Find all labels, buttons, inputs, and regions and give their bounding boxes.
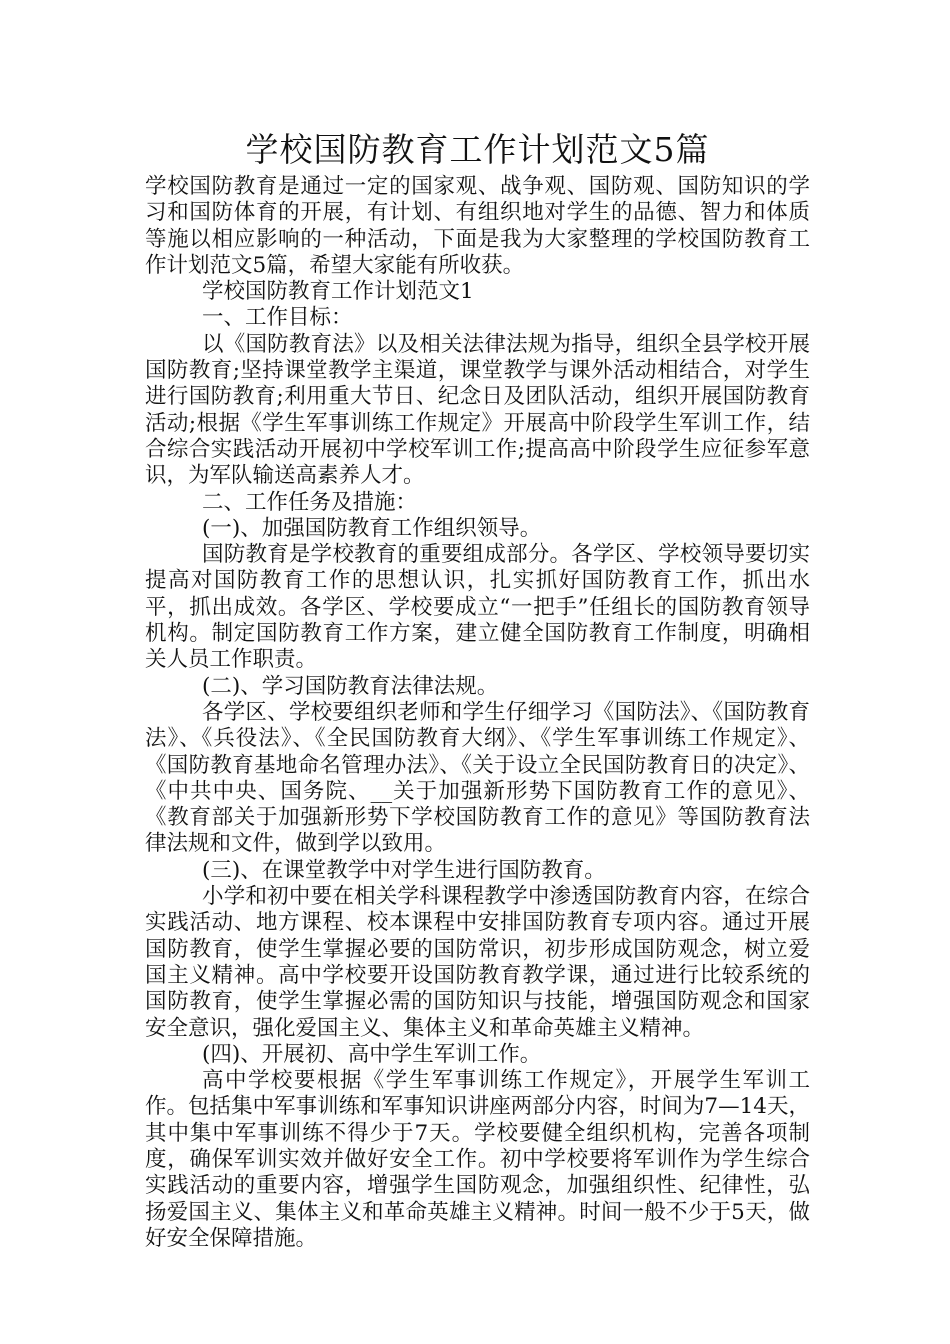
paragraph-classroom: 小学和初中要在相关学科课程教学中渗透国防教育内容，在综合实践活动、地方课程、校本课程中安排国防教育专项内容。通过开展国防教育，使学生掌握必要的国防常识，初步形成国防观念，树立爱国主义精神。高中学校要开设国防教育教学课，通过进行比较系统的国防教育，使学生掌握必需的国防知识与技能，增强国防观念和国家安全意识，强化爱国主义、集体主义和革命英雄主义精神。 bbox=[145, 884, 810, 1041]
document-body bbox=[145, 174, 810, 1252]
paragraph-subheading-2: (二)、学习国防教育法律法规。 bbox=[202, 673, 499, 699]
document-page bbox=[145, 128, 810, 1252]
paragraph-military-training: 高中学校要根据《学生军事训练工作规定》，开展学生军训工作。包括集中军事训练和军事知识讲座两部分内容，时间为7—14天，其中集中军事训练不得少于7天。学校要健全组织机构，完善各项制度，确保军训实效并做好安全工作。初中学校要将军训作为学生综合实践活动的重要内容，增强学生国防观念，加强组织性、纪律性，弘扬爱国主义、集体主义和革命英雄主义精神。时间一般不少于5天，做好安全保障措施。 bbox=[145, 1068, 810, 1251]
paragraph-subheading-4: (四)、开展初、高中学生军训工作。 bbox=[202, 1041, 542, 1067]
paragraph-section-heading: 学校国防教育工作计划范文1 bbox=[202, 279, 474, 305]
paragraph-goals: 以《国防教育法》以及相关法律法规为指导，组织全县学校开展国防教育;坚持课堂教学主渠道，课堂教学与课外活动相结合，对学生进行国防教育;利用重大节日、纪念日及团队活动，组织开展国防教育活动;根据《学生军事训练工作规定》开展高中阶段学生军训工作，结合综合实践活动开展初中学校军训工作;提高高中阶段学生应征参军意识，为军队输送高素养人才。 bbox=[145, 331, 810, 489]
paragraph-heading-goals: 一、工作目标： bbox=[202, 305, 353, 331]
paragraph-subheading-1: (一)、加强国防教育工作组织领导。 bbox=[202, 515, 542, 541]
paragraph-leadership: 国防教育是学校教育的重要组成部分。各学区、学校领导要切实提高对国防教育工作的思想认识，扎实抓好国防教育工作，抓出水平，抓出成效。各学区、学校要成立“一把手”任组长的国防教育领导机构。制定国防教育工作方案，建立健全国防教育工作制度，明确相关人员工作职责。 bbox=[145, 542, 810, 673]
paragraph-laws: 各学区、学校要组织老师和学生仔细学习《国防法》、《国防教育法》、《兵役法》、《全民国防教育大纲》、《学生军事训练工作规定》、《国防教育基地命名管理办法》、《关于设立全民国防教育日的决定》、《中共中央、国务院、__关于加强新形势下国防教育工作的意见》、《教育部关于加强新形势下学校国防教育工作的意见》等国防教育法律法规和文件，做到学以致用。 bbox=[145, 699, 810, 857]
document-title: 学校国防教育工作计划范文5篇 bbox=[245, 130, 710, 169]
paragraph-intro: 学校国防教育是通过一定的国家观、战争观、国防观、国防知识的学习和国防体育的开展，有计划、有组织地对学生的品德、智力和体质等施以相应影响的一种活动，下面是我为大家整理的学校国防教育工作计划范文5篇，希望大家能有所收获。 bbox=[145, 174, 810, 278]
paragraph-heading-tasks: 二、工作任务及措施： bbox=[202, 489, 418, 515]
paragraph-subheading-3: (三)、在课堂教学中对学生进行国防教育。 bbox=[202, 857, 606, 883]
